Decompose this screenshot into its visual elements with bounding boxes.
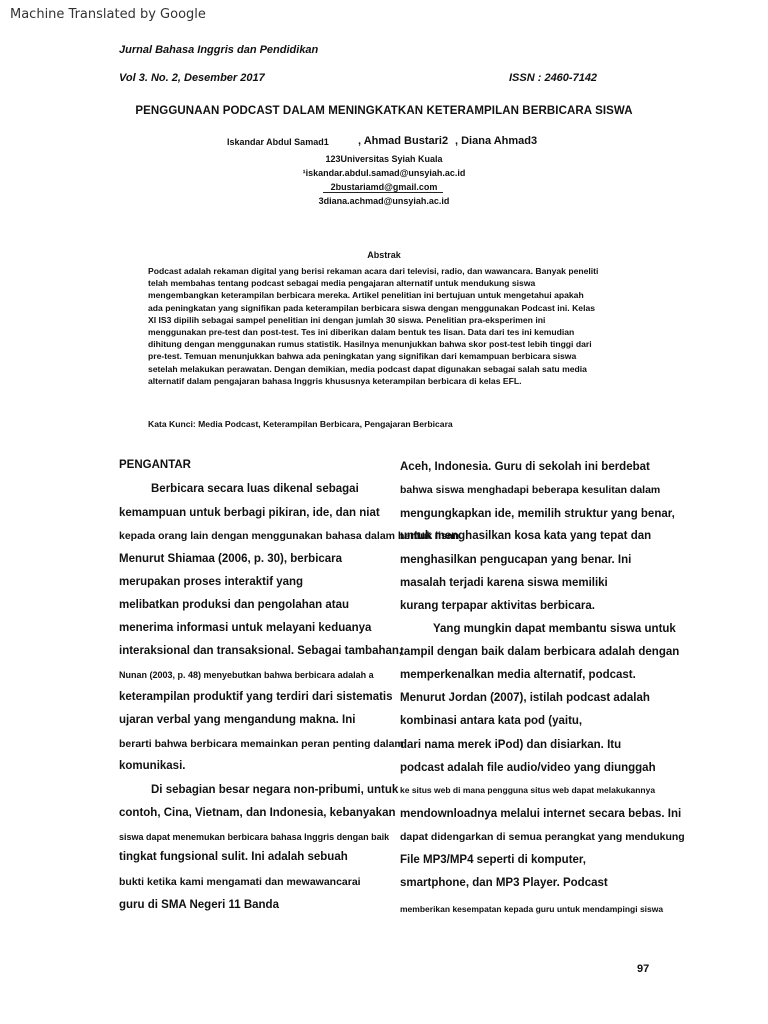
page-number: 97: [637, 963, 650, 975]
body-text-line: guru di SMA Negeri 11 Banda: [119, 899, 279, 911]
body-text-line: memperkenalkan media alternatif, podcast.: [400, 669, 636, 681]
abstract-line: XI IS3 dipilih sebagai sampel penelitian ini dengan jumlah 30 siswa. Penelitian pra-eksperimen ini: [148, 314, 546, 325]
body-text-line: untuk menghasilkan kosa kata yang tepat dan: [400, 530, 652, 542]
abstract-line: pre-test. Temuan menunjukkan bahwa ada peningkatan yang signifikan dari kemampuan berbicara siswa: [148, 351, 577, 362]
body-text-line: Berbicara secara luas dikenal sebagai: [151, 483, 359, 495]
body-text-line: tampil dengan baik dalam berbicara adalah dengan: [400, 646, 680, 658]
body-text-line: mendownloadnya melalui internet secara bebas. Ini: [400, 808, 682, 820]
body-text-line: dapat didengarkan di semua perangkat yang mendukung: [400, 831, 685, 843]
body-text-line: keterampilan produktif yang terdiri dari sistematis: [119, 691, 393, 703]
body-text-line: komunikasi.: [119, 760, 186, 772]
body-text-line: dari nama merek iPod) dan disiarkan. Itu: [400, 739, 622, 751]
body-text-line: smartphone, dan MP3 Player. Podcast: [400, 877, 608, 889]
body-text-line: kombinasi antara kata pod (yaitu,: [400, 715, 583, 727]
body-text-line: merupakan proses interaktif yang: [119, 576, 304, 588]
body-text-line: contoh, Cina, Vietnam, dan Indonesia, kebanyakan: [119, 807, 396, 819]
body-text-line: kepada orang lain dengan menggunakan bahasa dalam bentuk lisan.: [119, 530, 463, 542]
email-2: 2bustariamd@gmail.com: [330, 182, 438, 192]
email-underline: [323, 192, 443, 193]
body-text-line: mengungkapkan ide, memilih struktur yang benar,: [400, 508, 675, 520]
body-text-line: PENGANTAR: [119, 459, 191, 471]
body-text-line: Di sebagian besar negara non-pribumi, untuk: [151, 784, 399, 796]
abstract-heading: Abstrak: [367, 250, 401, 260]
body-text-line: Aceh, Indonesia. Guru di sekolah ini berdebat: [400, 461, 650, 473]
body-text-line: kurang terpapar aktivitas berbicara.: [400, 600, 595, 612]
body-text-line: berarti bahwa berbicara memainkan peran penting dalam: [119, 738, 404, 750]
abstract-body: [148, 265, 628, 387]
affiliation: 123Universitas Syiah Kuala: [325, 154, 443, 164]
body-text-line: masalah terjadi karena siswa memiliki: [400, 577, 608, 589]
email-1: ¹iskandar.abdul.samad@unsyiah.ac.id: [302, 168, 466, 178]
author-3: , Diana Ahmad3: [455, 135, 538, 147]
body-text-line: ke situs web di mana pengguna situs web dapat melakukannya: [400, 785, 656, 795]
abstract-line: telah membahas tentang podcast sebagai media pengajaran alternatif untuk mendukung siswa: [148, 278, 536, 289]
body-text-line: ujaran verbal yang mengandung makna. Ini: [119, 714, 356, 726]
abstract-line: Podcast adalah rekaman digital yang berisi rekaman acara dari televisi, radio, dan wawancara. Banyak peneliti: [148, 266, 599, 276]
body-text-line: Yang mungkin dapat membantu siswa untuk: [433, 623, 676, 635]
issn: ISSN : 2460-7142: [509, 72, 598, 84]
body-text-line: menghasilkan pengucapan yang benar. Ini: [400, 554, 632, 566]
body-text-line: bahwa siswa menghadapi beberapa kesulitan dalam: [400, 484, 661, 496]
abstract-line: dihitung dengan menggunakan rumus statistik. Hasilnya menunjukkan bahwa skor post-test lebih tinggi dari: [148, 339, 592, 350]
body-text-line: kemampuan untuk berbagi pikiran, ide, dan niat: [119, 507, 380, 519]
body-text-line: menerima informasi untuk melayani keduanya: [119, 622, 372, 634]
body-text-line: memberikan kesempatan kepada guru untuk mendampingi siswa: [400, 904, 664, 914]
abstract-line: setelah melakukan perawatan. Dengan demikian, media podcast dapat digunakan sebagai salah satu media: [148, 363, 587, 374]
body-text-line: siswa dapat menemukan berbicara bahasa Inggris dengan baik: [119, 832, 390, 842]
volume-info: Vol 3. No. 2, Desember 2017: [119, 72, 265, 84]
body-text-line: interaksional dan transaksional. Sebagai tambahan,: [119, 645, 403, 657]
body-text-line: tingkat fungsional sulit. Ini adalah sebuah: [119, 851, 348, 863]
body-text-line: bukti ketika kami mengamati dan mewawancarai: [119, 876, 361, 888]
journal-name: Jurnal Bahasa Inggris dan Pendidikan: [119, 44, 319, 56]
abstract-line: menggunakan pre-test dan post-test. Tes ini diberikan dalam bentuk tes lisan. Data dari tes ini kemudian: [148, 327, 575, 338]
machine-translation-banner: Machine Translated by Google: [10, 7, 206, 22]
body-text-line: Menurut Shiamaa (2006, p. 30), berbicara: [119, 553, 343, 565]
body-text-line: Menurut Jordan (2007), istilah podcast adalah: [400, 692, 650, 704]
paper-title: PENGGUNAAN PODCAST DALAM MENINGKATKAN KETERAMPILAN BERBICARA SISWA: [135, 105, 633, 117]
author-2: , Ahmad Bustari2: [358, 135, 449, 147]
abstract-line: ada peningkatan yang signifikan pada keterampilan berbicara siswa dengan menggunakan Podcast ini. Kelas: [148, 302, 596, 313]
body-text-line: File MP3/MP4 seperti di komputer,: [400, 854, 586, 866]
author-1: Iskandar Abdul Samad1: [227, 137, 329, 147]
body-text-line: podcast adalah file audio/video yang diunggah: [400, 762, 656, 774]
keywords: Kata Kunci: Media Podcast, Keterampilan Berbicara, Pengajaran Berbicara: [148, 419, 453, 429]
email-3: 3diana.achmad@unsyiah.ac.id: [318, 196, 450, 206]
body-text-line: melibatkan produksi dan pengolahan atau: [119, 599, 350, 611]
abstract-line: mengembangkan keterampilan berbicara mereka. Artikel penelitian ini bertujuan untuk mengetahui apakah: [148, 290, 584, 301]
abstract-line: alternatif dalam pengajaran bahasa Inggris khususnya keterampilan berbicara di kelas EFL.: [148, 375, 522, 386]
body-text-line: Nunan (2003, p. 48) menyebutkan bahwa berbicara adalah a: [119, 670, 374, 680]
